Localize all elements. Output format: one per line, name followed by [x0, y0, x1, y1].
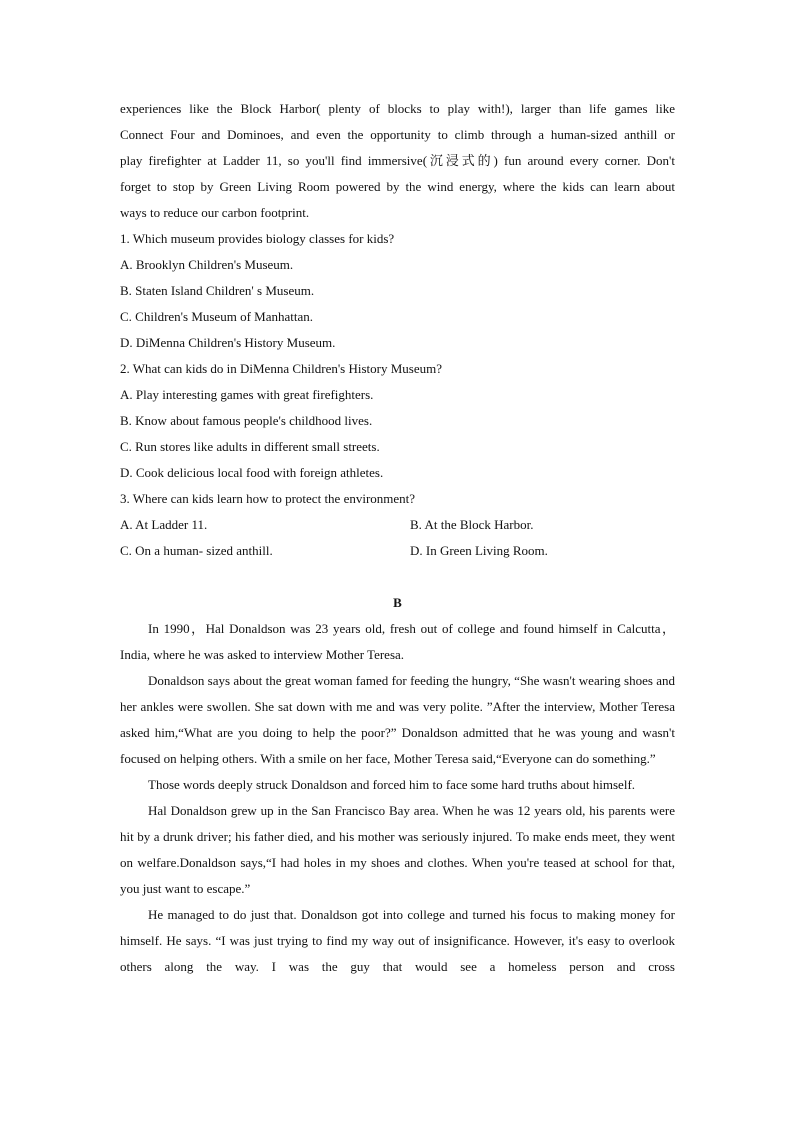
question-3 [120, 486, 675, 564]
question-stem: 2. What can kids do in DiMenna Children's History Museum? [120, 361, 443, 376]
text-line: forget to stop by Green Living Room powered by the wind energy, where the kids can learn about [120, 179, 675, 194]
section-b-title: B [393, 595, 402, 610]
option-row [120, 512, 675, 538]
paragraph: Those words deeply struck Donaldson and forced him to face some hard truths about himself. [148, 777, 636, 792]
answer-option: C. Children's Museum of Manhattan. [120, 309, 313, 324]
question-1 [120, 226, 675, 356]
answer-option: B. Staten Island Children' s Museum. [120, 283, 315, 298]
paragraph: He managed to do just that. Donaldson got into college and turned his focus to making money for himself. He says. “I was just trying to find my way out of insignificance. However, it's easy to overlook others along the way. I was the guy that would see a homeless person and cross [120, 907, 675, 974]
text-line: Connect Four and Dominoes, and even the opportunity to climb through a human-sized anthill or [120, 127, 675, 142]
paragraph: Hal Donaldson grew up in the San Francisco Bay area. When he was 12 years old, his parents were hit by a drunk driver; his father died, and his mother was seriously injured. To make ends meet, they went on welfare.Donaldson says,“I had holes in my shoes and clothes. When you're teased at school for that, you just want to escape.” [120, 803, 675, 896]
answer-option: A. At Ladder 11. [120, 517, 208, 532]
answer-option: D. In Green Living Room. [410, 543, 548, 558]
question-stem: 1. Which museum provides biology classes for kids? [120, 231, 395, 246]
option-row [120, 538, 675, 564]
paragraph: Donaldson says about the great woman famed for feeding the hungry, “She wasn't wearing shoes and her ankles were swollen. She sat down with me and was very polite. ”After the interview, Mother Teresa asked him,“What are you doing to help the poor?” Donaldson admitted that he was young and wasn't focused on helping others. With a smile on her face, Mother Teresa said,“Everyone can do something.” [120, 673, 675, 766]
answer-option: C. On a human- sized anthill. [120, 543, 273, 558]
answer-option: C. Run stores like adults in different small streets. [120, 439, 380, 454]
answer-option: D. Cook delicious local food with foreign athletes. [120, 465, 384, 480]
answer-option: D. DiMenna Children's History Museum. [120, 335, 336, 350]
question-2 [120, 356, 675, 486]
page-content [120, 96, 675, 980]
answer-option: A. Play interesting games with great firefighters. [120, 387, 374, 402]
text-line: experiences like the Block Harbor( plenty of blocks to play with!), larger than life games like [120, 101, 675, 116]
passage-a-tail [120, 96, 675, 226]
answer-option: B. Know about famous people's childhood lives. [120, 413, 373, 428]
question-stem: 3. Where can kids learn how to protect the environment? [120, 491, 416, 506]
answer-option: B. At the Block Harbor. [410, 517, 534, 532]
answer-option: A. Brooklyn Children's Museum. [120, 257, 294, 272]
text-line: ways to reduce our carbon footprint. [120, 205, 310, 220]
section-b-body [120, 616, 675, 980]
paragraph: In 1990，Hal Donaldson was 23 years old, fresh out of college and found himself in Calcutta，India, where he was asked to interview Mother Teresa. [120, 621, 675, 662]
text-line: play firefighter at Ladder 11, so you'll find immersive(沉浸式的) fun around every corner. Don't [120, 153, 675, 168]
